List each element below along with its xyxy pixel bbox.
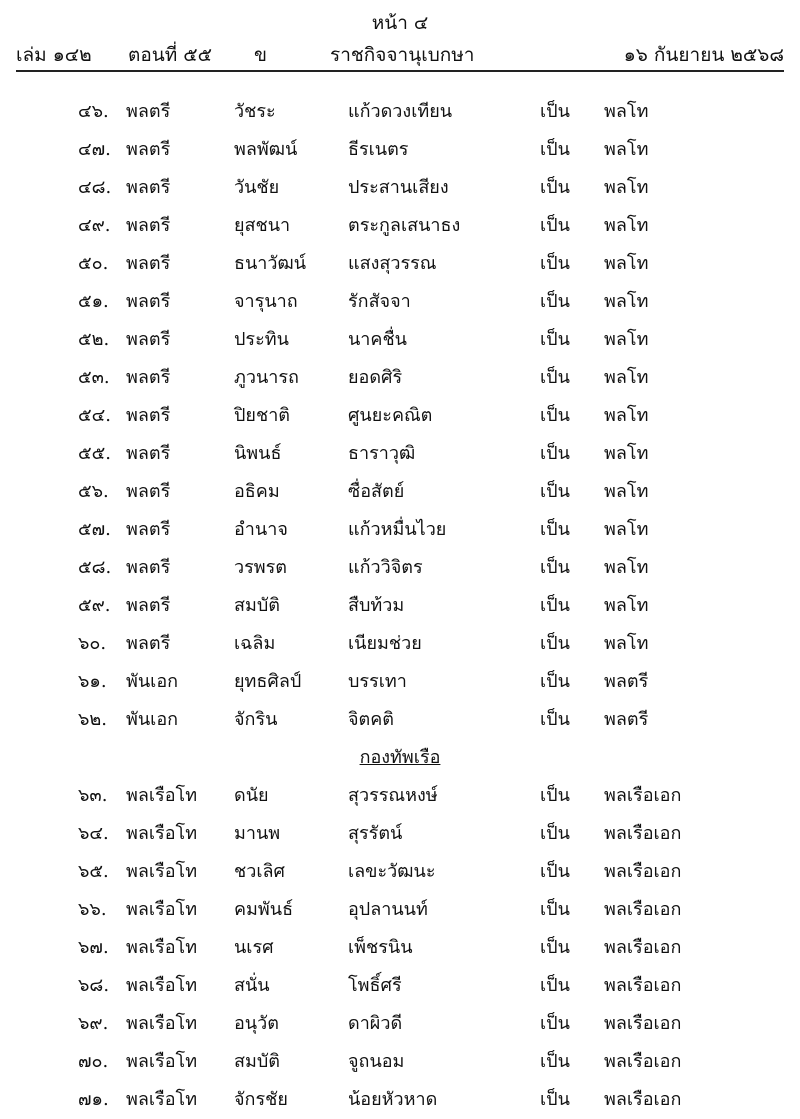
new-rank: พลเรือเอก [604,1051,682,1072]
new-rank: พลโท [604,557,649,578]
surname: จิตคติ [348,709,394,730]
entry-number: ๖๑. [78,671,107,692]
promotion-row [0,362,800,392]
entry-number: ๖๕. [78,861,109,882]
promotion-row [0,590,800,620]
promotion-verb: เป็น [540,1051,570,1072]
promotion-verb: เป็น [540,101,570,122]
surname: อุปลานนท์ [348,899,428,920]
new-rank: พลเรือเอก [604,1089,682,1110]
entry-number: ๖๒. [78,709,108,730]
current-rank: พลเรือโท [126,975,198,996]
promotion-row [0,1084,800,1114]
entry-number: ๖๔. [78,823,109,844]
surname: สุวรรณหงษ์ [348,785,438,806]
new-rank: พลตรี [604,671,649,692]
promotion-verb: เป็น [540,975,570,996]
promotion-verb: เป็น [540,215,570,236]
promotion-verb: เป็น [540,443,570,464]
promotion-row [0,552,800,582]
entry-number: ๕๑. [78,291,109,312]
entry-number: ๕๙. [78,595,111,616]
surname: เพ็ชรนิน [348,937,413,958]
new-rank: พลเรือเอก [604,861,682,882]
first-name: อนุวัต [234,1013,279,1034]
promotion-verb: เป็น [540,823,570,844]
current-rank: พลตรี [126,519,171,540]
entry-number: ๖๐. [78,633,107,654]
first-name: วันชัย [234,177,280,198]
current-rank: พลเรือโท [126,823,198,844]
surname: รักสัจจา [348,291,411,312]
surname: ธีรเนตร [348,139,409,160]
promotion-row [0,780,800,810]
promotion-row [0,134,800,164]
surname: โพธิ์ศรี [348,975,402,996]
new-rank: พลโท [604,215,649,236]
entry-number: ๕๐. [78,253,109,274]
promotion-row [0,96,800,126]
entry-number: ๖๖. [78,899,107,920]
first-name: ปิยชาติ [234,405,290,426]
surname: เลขะวัฒนะ [348,861,436,882]
entry-number: ๕๖. [78,481,109,502]
first-name: ยุทธศิลป์ [234,671,302,692]
entry-number: ๕๕. [78,443,111,464]
promotion-row [0,704,800,734]
promotion-verb: เป็น [540,519,570,540]
entry-number: ๖๓. [78,785,108,806]
entry-number: ๔๖. [78,101,109,122]
issue-label: ตอนที่ ๕๕ [128,44,213,66]
new-rank: พลโท [604,405,649,426]
current-rank: พลตรี [126,405,171,426]
current-rank: พลตรี [126,557,171,578]
promotion-row [0,932,800,962]
page-number: หน้า ๔ [371,12,429,34]
surname: ดาผิวดี [348,1013,403,1034]
first-name: ภูวนารถ [234,367,299,388]
new-rank: พลตรี [604,709,649,730]
surname: ซื่อสัตย์ [348,481,405,502]
promotion-row [0,286,800,316]
new-rank: พลโท [604,481,649,502]
first-name: วัชระ [234,101,276,122]
new-rank: พลเรือเอก [604,1013,682,1034]
current-rank: พลตรี [126,367,171,388]
current-rank: พลตรี [126,101,171,122]
entry-number: ๖๗. [78,937,109,958]
current-rank: พลตรี [126,215,171,236]
surname: น้อยหัวหาด [348,1089,438,1110]
volume-label: เล่ม ๑๔๒ [16,44,92,66]
entry-number: ๗๐. [78,1051,109,1072]
first-name: จักริน [234,709,278,730]
entry-number: ๕๗. [78,519,111,540]
entry-number: ๕๘. [78,557,112,578]
current-rank: พลเรือโท [126,1089,198,1110]
surname: ศูนยะคณิต [348,405,433,426]
entry-number: ๔๗. [78,139,111,160]
surname: ประสานเสียง [348,177,449,198]
new-rank: พลโท [604,291,649,312]
promotion-verb: เป็น [540,899,570,920]
first-name: นเรศ [234,937,274,958]
current-rank: พลเรือโท [126,899,198,920]
entry-number: ๔๙. [78,215,111,236]
promotion-verb: เป็น [540,481,570,502]
first-name: สนั่น [234,975,270,996]
new-rank: พลโท [604,367,649,388]
new-rank: พลโท [604,139,649,160]
surname: แก้ววิจิตร [348,557,423,578]
promotion-verb: เป็น [540,861,570,882]
entry-number: ๗๑. [78,1089,109,1110]
promotion-row [0,400,800,430]
current-rank: พลตรี [126,595,171,616]
first-name: อธิคม [234,481,280,502]
surname: บรรเทา [348,671,407,692]
promotion-verb: เป็น [540,937,570,958]
new-rank: พลโท [604,101,649,122]
promotion-verb: เป็น [540,291,570,312]
current-rank: พลตรี [126,139,171,160]
new-rank: พลเรือเอก [604,823,682,844]
new-rank: พลเรือเอก [604,975,682,996]
promotion-verb: เป็น [540,785,570,806]
promotion-row [0,666,800,696]
promotion-verb: เป็น [540,405,570,426]
current-rank: พันเอก [126,671,179,692]
new-rank: พลโท [604,443,649,464]
current-rank: พลเรือโท [126,1013,198,1034]
promotion-row [0,172,800,202]
first-name: ดนัย [234,785,269,806]
entry-number: ๖๙. [78,1013,109,1034]
promotion-verb: เป็น [540,139,570,160]
promotion-row [0,514,800,544]
promotion-row [0,970,800,1000]
promotion-row [0,1008,800,1038]
promotion-verb: เป็น [540,633,570,654]
first-name: จักรชัย [234,1089,288,1110]
first-name: ชวเลิศ [234,861,285,882]
new-rank: พลเรือเอก [604,785,682,806]
current-rank: พลเรือโท [126,785,198,806]
promotion-verb: เป็น [540,595,570,616]
first-name: ธนาวัฒน์ [234,253,307,274]
surname: แก้วดวงเทียน [348,101,453,122]
new-rank: พลเรือเอก [604,899,682,920]
current-rank: พลตรี [126,329,171,350]
first-name: มานพ [234,823,281,844]
promotion-verb: เป็น [540,671,570,692]
new-rank: พลโท [604,519,649,540]
surname: นาคชื่น [348,329,407,350]
surname: แก้วหมื่นไวย [348,519,447,540]
first-name: วรพรต [234,557,287,578]
new-rank: พลโท [604,253,649,274]
current-rank: พลตรี [126,633,171,654]
current-rank: พลเรือโท [126,1051,198,1072]
entry-number: ๕๒. [78,329,110,350]
entry-number: ๕๔. [78,405,111,426]
promotion-row [0,248,800,278]
navy-section-heading: กองทัพเรือ [359,747,441,768]
current-rank: พลตรี [126,177,171,198]
promotion-row [0,856,800,886]
current-rank: พลตรี [126,291,171,312]
first-name: ประทิน [234,329,289,350]
current-rank: พลตรี [126,481,171,502]
new-rank: พลโท [604,329,649,350]
new-rank: พลโท [604,595,649,616]
current-rank: พลตรี [126,253,171,274]
promotion-verb: เป็น [540,709,570,730]
current-rank: พลเรือโท [126,861,198,882]
current-rank: พลเรือโท [126,937,198,958]
entry-number: ๕๓. [78,367,110,388]
entry-number: ๖๘. [78,975,110,996]
promotion-verb: เป็น [540,253,570,274]
promotion-verb: เป็น [540,1089,570,1110]
first-name: เฉลิม [234,633,276,654]
promotion-row [0,894,800,924]
new-rank: พลโท [604,633,649,654]
promotion-row [0,628,800,658]
first-name: จารุนาถ [234,291,298,312]
new-rank: พลเรือเอก [604,937,682,958]
promotion-row [0,476,800,506]
surname: แสงสุวรรณ [348,253,437,274]
header-rule [16,70,784,72]
promotion-row [0,1046,800,1076]
promotion-verb: เป็น [540,367,570,388]
first-name: อำนาจ [234,519,288,540]
new-rank: พลโท [604,177,649,198]
first-name: นิพนธ์ [234,443,282,464]
promotion-verb: เป็น [540,557,570,578]
section-label: ข [254,44,267,66]
current-rank: พลตรี [126,443,171,464]
surname: ยอดศิริ [348,367,403,388]
first-name: สมบัติ [234,595,280,616]
promotion-row [0,210,800,240]
promotion-verb: เป็น [540,1013,570,1034]
promotion-verb: เป็น [540,329,570,350]
first-name: ยุสชนา [234,215,291,236]
surname: สุรรัตน์ [348,823,403,844]
promotion-row [0,818,800,848]
promotion-row [0,438,800,468]
surname: ตระกูลเสนาธง [348,215,461,236]
first-name: สมบัติ [234,1051,280,1072]
publication-title: ราชกิจจานุเบกษา [330,44,475,66]
surname: ธาราวุฒิ [348,443,416,464]
current-rank: พันเอก [126,709,179,730]
first-name: พลพัฒน์ [234,139,298,160]
surname: เนียมช่วย [348,633,422,654]
surname: สืบท้วม [348,595,405,616]
first-name: คมพันธ์ [234,899,294,920]
promotion-row [0,324,800,354]
publication-date: ๑๖ กันยายน ๒๕๖๘ [623,44,784,66]
surname: จูถนอม [348,1051,405,1072]
promotion-verb: เป็น [540,177,570,198]
entry-number: ๔๘. [78,177,112,198]
